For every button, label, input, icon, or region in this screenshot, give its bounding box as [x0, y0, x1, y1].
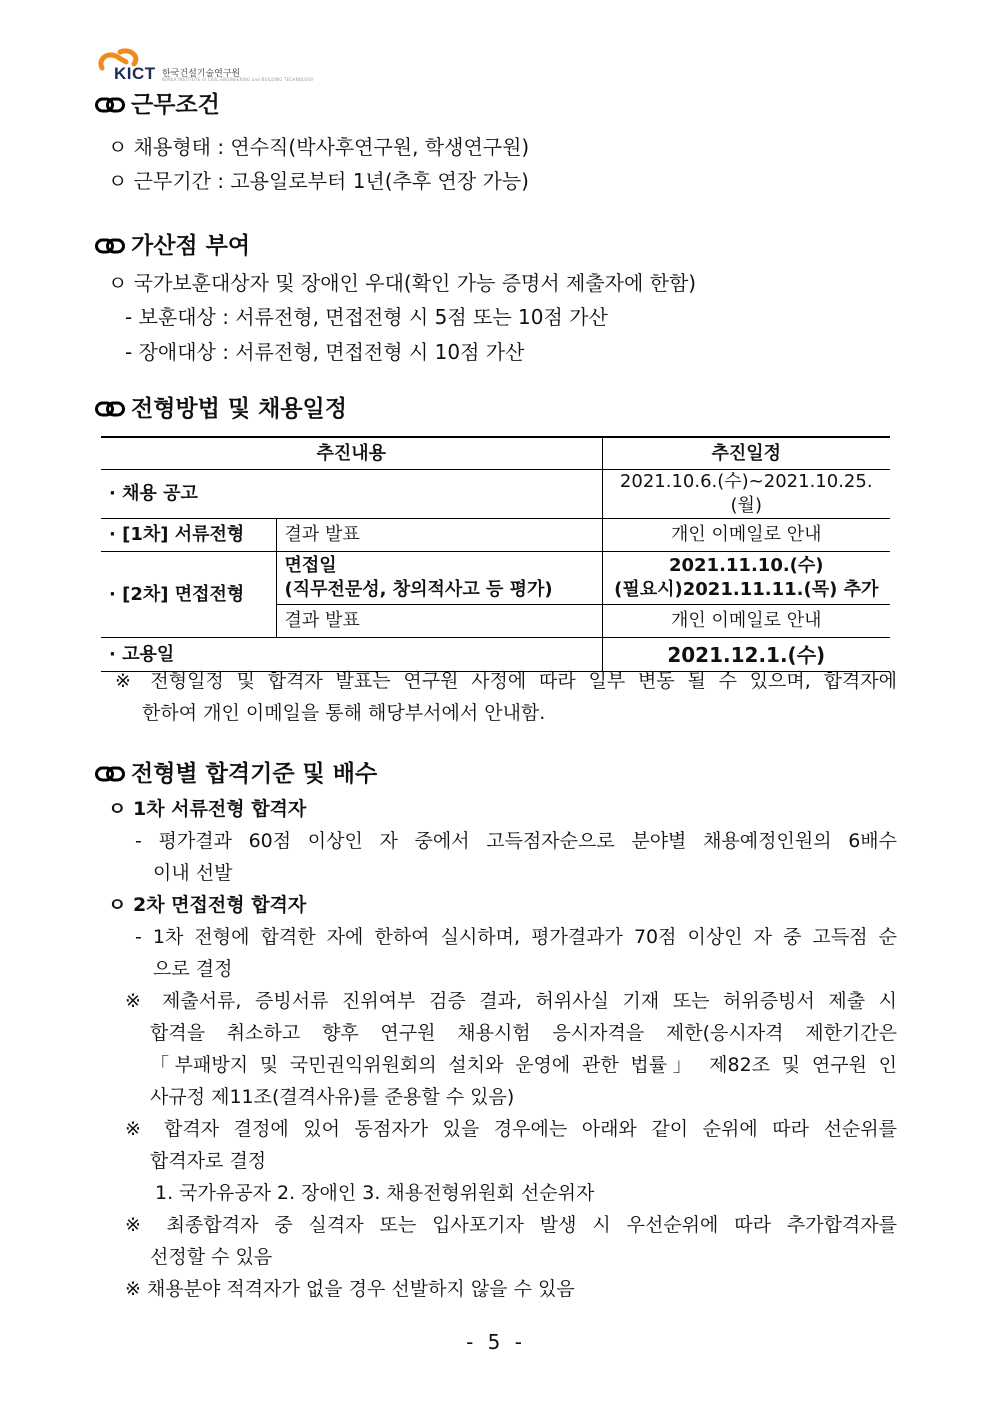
work-item-type: ㅇ 채용형태 : 연수직(박사후연구원, 학생연구원) [108, 135, 530, 159]
work-item-period: ㅇ 근무기간 : 고용일로부터 1년(추후 연장 가능) [108, 169, 529, 193]
row-date-round2-result: 개인 이메일로 안내 [602, 605, 890, 638]
page-number: - 5 - [466, 1330, 526, 1354]
criteria-note1-line4: 사규정 제11조(결격사유)를 준용할 수 있음) [150, 1086, 515, 1108]
table-row [101, 552, 890, 605]
bonus-sub-veterans: - 보훈대상 : 서류전형, 면접전형 시 5점 또는 10점 가산 [125, 305, 608, 329]
criteria-round2-title: ㅇ 2차 면접전형 합격자 [108, 894, 307, 916]
row-label-round2: · [2차] 면접전형 [101, 552, 276, 638]
chain-link-icon [95, 237, 125, 255]
chain-link-icon [95, 96, 125, 114]
criteria-note2-line1: ※ 합격자 결정에 있어 동점자가 있을 경우에는 아래와 같이 순위에 따라 선순위를 [125, 1118, 897, 1140]
table-row [101, 519, 890, 552]
section-heading-schedule [95, 394, 347, 424]
row-label-hire: · 고용일 [101, 638, 602, 672]
col-header-content: 추진내용 [101, 437, 602, 470]
row-date-round1: 개인 이메일로 안내 [602, 519, 890, 552]
row-date-hire: 2021.12.1.(수) [602, 638, 890, 672]
criteria-round2-line1: - 1차 전형에 합격한 자에 한하여 실시하며, 평가결과가 70점 이상인 자 중 고득점 순 [135, 926, 897, 948]
interview-date-extra: (필요시)2021.11.11.(목) 추가 [614, 579, 879, 600]
section-title: 가산점 부여 [131, 233, 251, 259]
criteria-note1-line1: ※ 제출서류, 증빙서류 진위여부 검증 결과, 허위사실 기재 또는 허위증빙서 제출 시 [125, 990, 897, 1012]
logo-text: KICT [114, 64, 156, 83]
row-date-notice: 2021.10.6.(수)~2021.10.25.(월) [602, 470, 890, 519]
schedule-table [101, 436, 890, 672]
chain-link-icon [95, 400, 125, 418]
row-label-notice: · 채용 공고 [101, 470, 602, 519]
col-header-date: 추진일정 [602, 437, 890, 470]
criteria-note2-line3: 1. 국가유공자 2. 장애인 3. 채용전형위원회 선순위자 [155, 1182, 595, 1204]
interview-date: 2021.11.10.(수) [668, 555, 824, 576]
criteria-round2-line2: 으로 결정 [153, 958, 233, 980]
criteria-round1-title: ㅇ 1차 서류전형 합격자 [108, 798, 307, 820]
criteria-note1-line3: 「부패방지 및 국민권익위원회의 설치와 운영에 관한 법률」 제82조 및 연구원 인 [150, 1054, 897, 1076]
row-item-interview [276, 552, 602, 605]
interview-criteria: (직무전문성, 창의적사고 등 평가) [284, 579, 553, 600]
row-item-round2-result: 결과 발표 [276, 605, 602, 638]
criteria-note4-line1: ※ 채용분야 적격자가 없을 경우 선발하지 않을 수 있음 [125, 1278, 575, 1300]
section-heading-criteria [95, 759, 377, 789]
bonus-item: ㅇ 국가보훈대상자 및 장애인 우대(확인 가능 증명서 제출자에 한함) [108, 271, 697, 295]
criteria-note1-line2: 합격을 취소하고 향후 연구원 채용시험 응시자격을 제한(응시자격 제한기간은 [150, 1022, 897, 1044]
table-row [101, 470, 890, 519]
row-item-round1: 결과 발표 [276, 519, 602, 552]
row-date-interview [602, 552, 890, 605]
schedule-note-line1: ※ 전형일정 및 합격자 발표는 연구원 사정에 따라 일부 변동 될 수 있으며, 합격자에 [115, 670, 897, 692]
kict-logo [96, 48, 314, 84]
criteria-note2-line2: 합격자로 결정 [150, 1150, 267, 1172]
section-heading-work [95, 90, 220, 120]
interview-label: 면접일 [284, 555, 337, 576]
logo-subtitle-en: KOREA INSTITUTE of CIVIL ENGINEERING and BUILDING TECHNOLOGY [162, 77, 314, 82]
table-header-row [101, 437, 890, 470]
section-title: 전형방법 및 채용일정 [131, 396, 347, 422]
criteria-note3-line2: 선정할 수 있음 [150, 1246, 273, 1268]
schedule-note-line2: 한하여 개인 이메일을 통해 해당부서에서 안내함. [142, 702, 546, 724]
criteria-round1-line1: - 평가결과 60점 이상인 자 중에서 고득점자순으로 분야별 채용예정인원의 6배수 [135, 830, 897, 852]
section-heading-bonus [95, 231, 250, 261]
chain-link-icon [95, 765, 125, 783]
logo-subtitle: 한국건설기술연구원 [162, 69, 241, 79]
criteria-round1-line2: 이내 선발 [153, 862, 233, 884]
bonus-sub-disabled: - 장애대상 : 서류전형, 면접전형 시 10점 가산 [125, 340, 525, 364]
section-title: 전형별 합격기준 및 배수 [131, 761, 378, 787]
criteria-note3-line1: ※ 최종합격자 중 실격자 또는 입사포기자 발생 시 우선순위에 따라 추가합격자를 [125, 1214, 897, 1236]
row-label-round1: · [1차] 서류전형 [101, 519, 276, 552]
section-title: 근무조건 [131, 92, 220, 118]
